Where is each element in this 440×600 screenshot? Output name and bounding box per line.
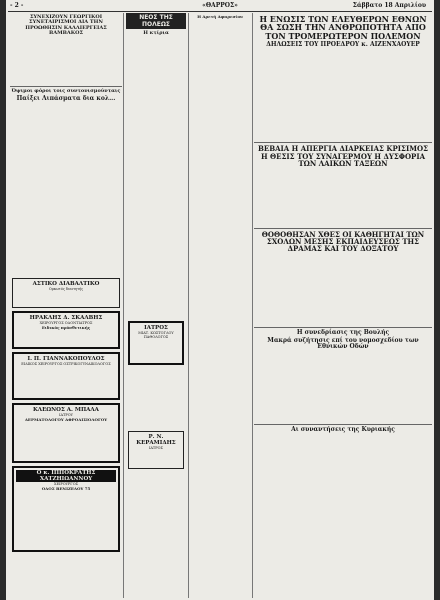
- ad-line: Ορκωτός διαιτητής: [48, 286, 84, 291]
- column-divider: [123, 13, 124, 598]
- body-text: [254, 352, 432, 422]
- ad-box: [12, 352, 120, 400]
- page-number: - 2 -: [10, 2, 24, 9]
- headline-a1: ΣΥΝΕΧΙΖΟΥΝ ΓΕΩΡΓΙΚΟΙ ΣΥΝΕΤΑΙΡΙΣΜΟΙ ΔΙΑ ΤΗΝ ΠΡΟΩΘΗΣΙΝ ΚΑΛΛΙΕΡΓΕΙΑΣ ΒΑΜΒΑΚΟΣ: [25, 14, 107, 36]
- column-a: [10, 13, 122, 598]
- ad-line: ΧΕΙΡΟΥΡΓΟΣ ΟΔΟΝΤΙΑΤΡΟΣ: [39, 320, 93, 325]
- ad-line: ΙΑΤΡΟΣ: [149, 446, 163, 451]
- ad-title: ΙΑΤΡΟΣ: [144, 325, 168, 332]
- column-divider: [252, 13, 253, 598]
- ad-line: ΕΙΔΙΚΟΣ ΧΕΙΡΟΥΡΓΟΣ ΟΣΤΡΙΚΟΓΥΝΑΙΚΟΛΟΓΟΣ: [21, 361, 111, 366]
- ad-line: ΠΑΘΟΛΟΓΟΣ: [143, 335, 169, 340]
- ad-line: ΜΙΑΤ. ΚΩΣΤΟΓΛΟΥ: [138, 331, 174, 336]
- ad-line: ΙΑΤΡΟΥ: [59, 412, 73, 417]
- headline-b1: ΝΕΟΣ ΤΗΣ ΠΟΛΕΩΣ: [126, 13, 186, 29]
- column-b: [126, 13, 186, 598]
- header-rule: [8, 11, 432, 12]
- masthead: «ΘΑΡΡΟΣ»: [202, 2, 238, 9]
- ad-title: Ι. Π. ΓΙΑΝΝΑΚΟΠΟΥΛΟΣ: [27, 355, 105, 362]
- body-text: [10, 38, 122, 84]
- ad-title: Ο κ. ΙΠΠΟΚΡΑΤΗΣ ΧΑΤΖΗΙΩΑΝΝΟΥ: [16, 470, 116, 482]
- headline-d5: Μακρά συζήτησις επί του νομοσχεδίου των Εθνικών Οδών: [267, 336, 419, 351]
- separator: [254, 228, 432, 229]
- body-text: [126, 368, 186, 428]
- body-text: [126, 38, 186, 318]
- ad-line: ΔΕΡΜΑΤΟΛΟΓΟΥ ΑΦΡΟΔΙΣΙΟΛΟΓΟΥ: [24, 416, 108, 422]
- headline-d4: Η συνεδρίασις της Βουλής: [296, 328, 390, 336]
- ad-box: [128, 431, 184, 469]
- body-text: [10, 105, 122, 275]
- headline-a2: Όψιμοι φόροι τοις συντονισμούνταις: [11, 88, 121, 94]
- ad-box: [12, 311, 120, 349]
- headline-d3: ΘΟΘΟΘΗΣΑΝ ΧΘΕΣ ΟΙ ΚΑΘΗΓΗΤΑΙ ΤΩΝ ΣΧΟΛΩΝ ΜΕΣΗΣ ΕΚΠΑΙΔΕΥΣΕΩΣ ΤΗΣ ΔΡΑΜΑΣ ΚΑΙ ΤΟΥ ΔΟΞΑΤΟΥ: [261, 229, 425, 254]
- ad-box: [128, 321, 184, 365]
- ad-box: [12, 278, 120, 308]
- headline-d1: Η ΕΝΩΣΙΣ ΤΩΝ ΕΛΕΥΘΕΡΩΝ ΕΘΝΩΝ ΘΑ ΣΩΣΗ ΤΗΝ ΑΝΘΡΩΠΟΤΗΤΑ ΑΠΟ ΤΟΝ ΤΡΟΜΕΡΩΤΕΡΟΝ ΠΟΛΕΜΟΝ: [259, 14, 427, 41]
- separator: [254, 327, 432, 328]
- ad-line: ΧΕΙΡΟΥΡΓΟΣ: [53, 481, 79, 486]
- ad-title: ΚΛΕΩΝΟΣ Α. ΜΠΑΛΑ: [33, 406, 99, 413]
- separator: [254, 142, 432, 143]
- ad-title: Ρ. Ν. ΚΕΡΑΜΙΔΗΣ: [136, 434, 176, 447]
- column-c: [190, 13, 250, 598]
- newspaper-page: [6, 0, 434, 600]
- ad-line: ΟΔΟΣ ΒΕΝΙΖΕΛΟΥ 75: [41, 485, 91, 491]
- headline-c1: Η Αρετή Αφαρεσίου: [197, 14, 243, 19]
- headline-d1b: ΔΗΛΩΣΕΙΣ ΤΟΥ ΠΡΟΕΔΡΟΥ κ. ΑΙΖΕΝΧΑΟΥΕΡ: [266, 41, 420, 49]
- headline-a3: Παίξει Λιπάσματα δια κολ...: [16, 95, 116, 103]
- body-text: [254, 50, 432, 140]
- ad-box: [12, 466, 120, 552]
- separator: [10, 86, 122, 87]
- ad-title: ΗΡΑΚΛΗΣ Δ. ΣΚΑΛΒΗΣ: [29, 314, 103, 321]
- column-divider: [188, 13, 189, 598]
- headline-d6: Αι συναντήσεις της Κυριακής: [291, 426, 395, 434]
- column-d: [254, 13, 432, 598]
- ad-title: ΑΣΤΙΚΟ ΔΙΑΒΑΛΤΙΚΟ: [32, 280, 100, 287]
- separator: [254, 424, 432, 425]
- ad-box: [12, 403, 120, 463]
- date: Σάββατο 18 Απριλίου: [352, 2, 426, 9]
- body-text: [254, 170, 432, 226]
- headline-d2: ΒΕΒΑΙΑ Η ΑΠΕΡΓΙΑ ΔΙΑΡΚΕΙΑΣ ΚΡΙΣΙΜΟΣ Η ΘΕΣΙΣ ΤΟΥ ΣΥΝΑΓΕΡΜΟΥ Η ΔΥΣΦΟΡΙΑ ΤΩΝ ΛΑΙΚΩΝ ΤΑΞΕΩΝ: [257, 144, 429, 169]
- body-text: [254, 255, 432, 325]
- ad-line: Ειδικός πρόσθετικής: [41, 324, 91, 330]
- headline-b2: Η κτίρια: [143, 30, 169, 36]
